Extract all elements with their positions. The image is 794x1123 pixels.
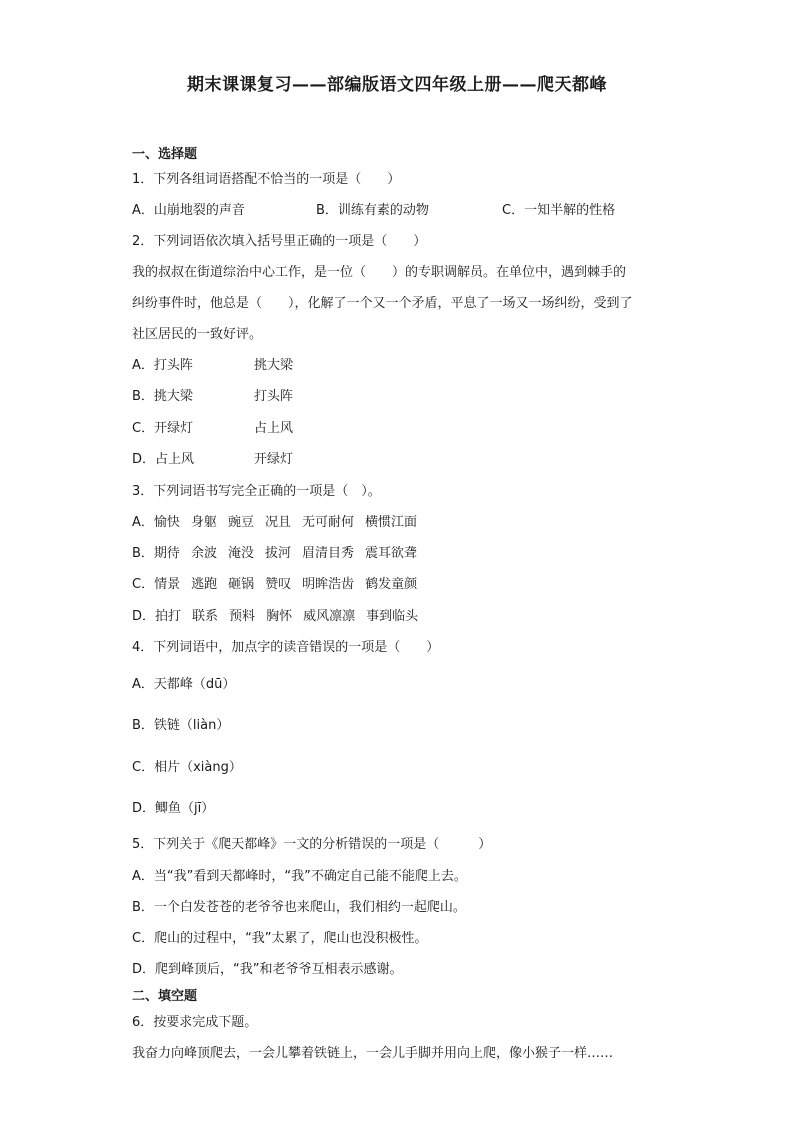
option-text: 打头阵 — [254, 389, 294, 404]
section-heading-fill: 二、填空题 — [132, 989, 198, 1004]
question-4-option-d: D．鲫鱼（jī） — [132, 801, 215, 816]
question-1-options — [132, 203, 652, 219]
question-3-stem: 3．下列词语书写完全正确的一项是（ ）。 — [132, 484, 381, 499]
word: 拍打 — [155, 609, 182, 624]
option-text: B．挑大梁 — [132, 389, 193, 404]
option-text: C．开绿灯 — [132, 421, 194, 436]
question-5-stem: 5．下列关于《爬天都峰》一文的分析错误的一项是（ ） — [132, 837, 492, 852]
option-label: A． — [132, 515, 154, 530]
question-2-passage-line: 社区居民的一致好评。 — [132, 327, 263, 342]
question-3-option-d — [132, 609, 429, 625]
word: 况且 — [264, 515, 291, 530]
word: 震耳欲聋 — [365, 546, 418, 561]
question-5-option-c: C．爬山的过程中，“我”太累了，爬山也没积极性。 — [132, 931, 428, 946]
word: 愉快 — [153, 515, 180, 530]
question-1-option-c: C．一知半解的性格 — [502, 203, 616, 218]
word: 明眸浩齿 — [302, 577, 355, 592]
option-text: 占上风 — [254, 421, 294, 436]
word: 豌豆 — [227, 515, 254, 530]
word: 胸怀 — [266, 609, 293, 624]
question-4-stem: 4．下列词语中，加点字的读音错误的一项是（ ） — [132, 640, 440, 655]
word: 期待 — [153, 546, 180, 561]
word: 逃跑 — [191, 577, 218, 592]
question-5-option-a: A．当“我”看到天都峰时，“我”不确定自己能不能爬上去。 — [132, 869, 467, 884]
question-3-option-b — [132, 546, 428, 562]
option-label: B． — [132, 546, 154, 561]
question-2-option-b — [132, 389, 294, 405]
option-text: A．打头阵 — [132, 358, 193, 373]
word: 砸锅 — [228, 577, 255, 592]
option-text: D．占上风 — [132, 452, 195, 467]
question-1-option-a: A．山崩地裂的声音 — [132, 203, 245, 218]
option-text: 挑大梁 — [254, 358, 294, 373]
word: 余波 — [190, 546, 217, 561]
question-2-passage-line: 纠纷事件时，他总是（ ），化解了一个又一个矛盾，平息了一场又一场纠纷，受到了 — [132, 296, 633, 311]
question-4-option-c: C．相片（xiàng） — [132, 760, 242, 775]
question-1-option-b: B．训练有素的动物 — [316, 203, 429, 218]
question-6-passage-line: 我奋力向峰顶爬去，一会儿攀着铁链上，一会儿手脚并用向上爬，像小猴子一样…… — [132, 1046, 614, 1061]
word: 横惯江面 — [364, 515, 417, 530]
question-2-passage-line: 我的叔叔在街道综治中心工作，是一位（ ）的专职调解员。在单位中，遇到棘手的 — [132, 265, 627, 280]
question-1-stem: 1．下列各组词语搭配不恰当的一项是（ ） — [132, 172, 401, 187]
word: 鹤发童颜 — [365, 577, 418, 592]
question-5-option-b: B．一个白发苍苍的老爷爷也来爬山，我们相约一起爬山。 — [132, 900, 466, 915]
question-2-option-c — [132, 421, 294, 437]
question-5-option-d: D．爬到峰顶后，“我”和老爷爷互相表示感谢。 — [132, 962, 403, 977]
word: 事到临头 — [366, 609, 419, 624]
word: 赞叹 — [265, 577, 292, 592]
question-4-option-a: A．天都峰（dū） — [132, 677, 236, 692]
word: 预料 — [229, 609, 256, 624]
section-heading-choice: 一、选择题 — [132, 147, 198, 162]
question-3-option-a — [132, 515, 428, 531]
word: 联系 — [192, 609, 219, 624]
option-label: C． — [132, 577, 155, 592]
word: 无可耐何 — [301, 515, 354, 530]
option-label: D． — [132, 609, 156, 624]
question-2-option-d — [132, 452, 294, 468]
word: 淹没 — [227, 546, 254, 561]
question-2-stem: 2．下列词语依次填入括号里正确的一项是（ ） — [132, 234, 427, 249]
question-4-option-b: B．铁链（liàn） — [132, 718, 230, 733]
word: 威风凛凛 — [303, 609, 356, 624]
question-6-stem: 6．按要求完成下题。 — [132, 1015, 258, 1030]
word: 情景 — [154, 577, 181, 592]
page-title: 期末课课复习——部编版语文四年级上册——爬天都峰 — [187, 75, 607, 95]
word: 拔河 — [264, 546, 291, 561]
question-3-option-c — [132, 577, 428, 593]
word: 眉清目秀 — [301, 546, 354, 561]
option-text: 开绿灯 — [254, 452, 294, 467]
word: 身躯 — [190, 515, 217, 530]
question-2-option-a — [132, 358, 294, 374]
